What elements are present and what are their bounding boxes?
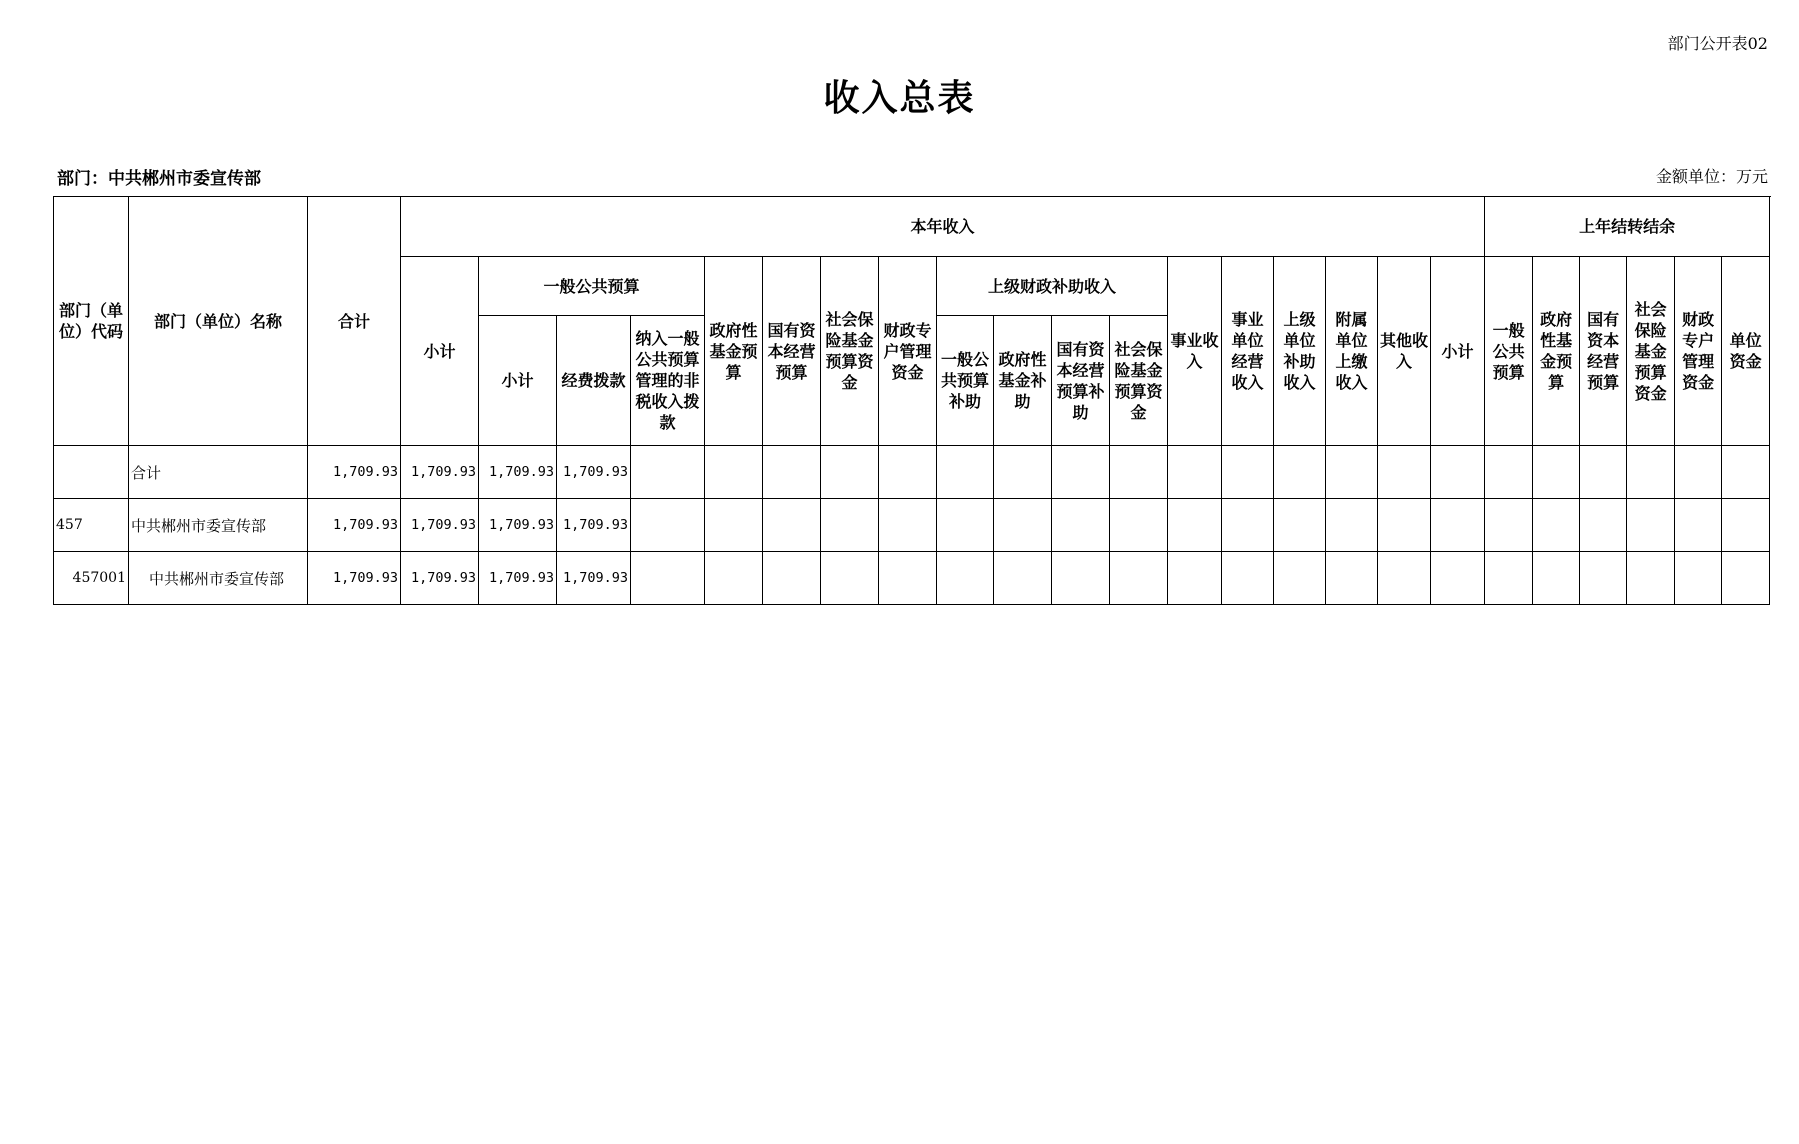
department-label: 部门：中共郴州市委宣传部 <box>57 169 261 189</box>
income-summary-table <box>53 196 1770 605</box>
header-gb-funding: 经费拨款 <box>557 316 631 446</box>
header-cy-subtotal: 小计 <box>401 257 479 446</box>
table-row <box>54 499 1770 552</box>
header-co-gov-fund: 政府性基金预算 <box>1533 257 1580 446</box>
header-gov-fund: 政府性基金预算 <box>705 257 763 446</box>
header-social-insurance: 社会保险基金预算资金 <box>821 257 879 446</box>
cell-cy-subtotal: 1,709.93 <box>401 552 479 605</box>
cell-gb-subtotal: 1,709.93 <box>479 499 557 552</box>
header-ss-state-capital: 国有资本经营预算补助 <box>1052 316 1110 446</box>
cell-gb-funding: 1,709.93 <box>557 446 631 499</box>
table-code: 部门公开表02 <box>1667 34 1768 53</box>
header-co-subtotal: 小计 <box>1431 257 1485 446</box>
cell-gb-subtotal: 1,709.93 <box>479 446 557 499</box>
cell-code <box>54 446 129 499</box>
cell-cy-subtotal: 1,709.93 <box>401 446 479 499</box>
cell-name: 中共郴州市委宣传部 <box>129 499 308 552</box>
header-co-fiscal-special: 财政专户管理资金 <box>1675 257 1722 446</box>
header-ss-social: 社会保险基金预算资金 <box>1110 316 1168 446</box>
header-affiliated: 附属单位上缴收入 <box>1326 257 1378 446</box>
page-title: 收入总表 <box>823 77 976 119</box>
cell-cy-subtotal: 1,709.93 <box>401 499 479 552</box>
table-row <box>54 446 1770 499</box>
header-gb-nontax: 纳入一般公共预算管理的非税收入拨款 <box>631 316 705 446</box>
cell-code: 457 <box>54 499 129 552</box>
header-state-capital: 国有资本经营预算 <box>763 257 821 446</box>
cell-code: 457001 <box>54 552 129 605</box>
header-superior-subsidy: 上级财政补助收入 <box>937 257 1168 316</box>
cell-total: 1,709.93 <box>308 499 401 552</box>
cell-gb-funding: 1,709.93 <box>557 552 631 605</box>
header-co-state-capital: 国有资本经营预算 <box>1580 257 1627 446</box>
header-co-social: 社会保险基金预算资金 <box>1627 257 1675 446</box>
header-fiscal-special: 财政专户管理资金 <box>879 257 937 446</box>
cell-name: 合计 <box>129 446 308 499</box>
header-ss-gov-fund: 政府性基金补助 <box>994 316 1052 446</box>
header-general-budget: 一般公共预算 <box>479 257 705 316</box>
header-operating-income: 事业单位经营收入 <box>1222 257 1274 446</box>
header-other-income: 其他收入 <box>1378 257 1431 446</box>
header-gb-subtotal: 小计 <box>479 316 557 446</box>
cell-total: 1,709.93 <box>308 552 401 605</box>
header-dept-name: 部门（单位）名称 <box>129 197 308 446</box>
header-prior-year-carryover: 上年结转结余 <box>1485 197 1770 257</box>
header-co-general: 一般公共预算 <box>1485 257 1533 446</box>
cell-gb-funding: 1,709.93 <box>557 499 631 552</box>
cell-gb-subtotal: 1,709.93 <box>479 552 557 605</box>
header-superior-unit: 上级单位补助收入 <box>1274 257 1326 446</box>
header-ss-general: 一般公共预算补助 <box>937 316 994 446</box>
header-business-income: 事业收入 <box>1168 257 1222 446</box>
header-co-unit-funds: 单位资金 <box>1722 257 1770 446</box>
cell-total: 1,709.93 <box>308 446 401 499</box>
table-row <box>54 552 1770 605</box>
cell-name: 中共郴州市委宣传部 <box>129 552 308 605</box>
header-current-year-income: 本年收入 <box>401 197 1485 257</box>
amount-unit-label: 金额单位：万元 <box>1655 167 1768 186</box>
header-total: 合计 <box>308 197 401 446</box>
header-dept-code: 部门（单位）代码 <box>54 197 129 446</box>
